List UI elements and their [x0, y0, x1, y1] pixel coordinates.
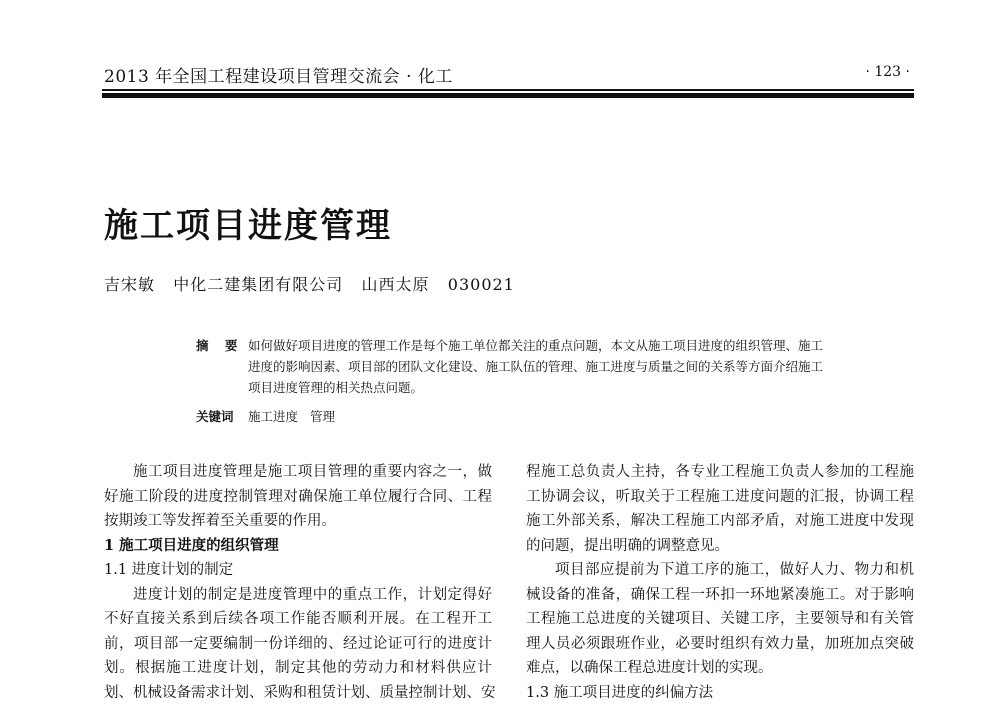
author-affiliation: 吉宋敏 中化二建集团有限公司 山西太原 030021 [104, 275, 515, 294]
section-heading: 1 施工项目进度的组织管理 [104, 536, 279, 554]
abstract-label: 摘 要 [196, 338, 244, 353]
paragraph-line: 不好直接关系到后续各项工作能否顺利开展。在工程开工 [104, 611, 492, 627]
paragraph-line: 施工外部关系，解决工程施工内部矛盾，对施工进度中发现 [526, 513, 914, 529]
paragraph-line: 划。根据施工进度计划，制定其他的劳动力和材料供应计 [104, 660, 492, 676]
keywords-text: 施工进度 管理 [248, 409, 335, 424]
left-column [104, 460, 496, 705]
paragraph-line: 工程施工总进度的关键项目、关键工序，主要领导和有关管 [526, 611, 914, 627]
paragraph-line: 项目部应提前为下道工序的施工，做好人力、物力和机 [555, 562, 914, 578]
subsection-heading: 1.3 施工项目进度的纠偏方法 [526, 684, 714, 701]
abstract-line: 项目进度管理的相关热点问题。 [248, 380, 424, 395]
paragraph-line: 好施工阶段的进度控制管理对确保施工单位履行合同、工程 [104, 488, 492, 505]
abstract-line: 如何做好项目进度的管理工作是每个施工单位都关注的重点问题，本文从施工项目进度的组织管理、施工 [248, 338, 824, 353]
page-number: · 123 · [865, 64, 910, 80]
subsection-heading: 1.1 进度计划的制定 [104, 562, 234, 578]
paragraph-line: 工协调会议，听取关于工程施工进度问题的汇报，协调工程 [526, 488, 914, 505]
paragraph-line: 难点，以确保工程总进度计划的实现。 [526, 660, 773, 676]
paragraph-line: 程施工总负责人主持，各专业工程施工负责人参加的工程施 [526, 464, 914, 480]
running-title: 2013 年全国工程建设项目管理交流会 · 化工 [104, 67, 453, 87]
article-title: 施工项目进度管理 [104, 206, 392, 246]
paragraph-line: 前，项目部一定要编制一份详细的、经过论证可行的进度计 [104, 635, 492, 652]
keywords-label: 关键词 [196, 409, 234, 424]
abstract-line: 进度的影响因素、项目部的团队文化建设、施工队伍的管理、施工进度与质量之间的关系等方面介绍施工 [248, 359, 824, 374]
paragraph-line: 理人员必须跟班作业，必要时组织有效力量，加班加点突破 [526, 635, 914, 652]
paragraph-line: 的问题，提出明确的调整意见。 [526, 537, 729, 554]
abstract-text [248, 335, 868, 398]
paragraph-line: 械设备的准备，确保工程一环扣一环地紧凑施工。对于影响 [526, 586, 914, 603]
running-header [102, 62, 912, 86]
paragraph-line: 划、机械设备需求计划、采购和租赁计划、质量控制计划、安 [104, 684, 496, 701]
paragraph-line: 施工项目进度管理是施工项目管理的重要内容之一，做 [133, 464, 492, 480]
header-rule-thin [102, 89, 914, 91]
right-column [526, 460, 914, 705]
paragraph-line: 按期竣工等发挥着至关重要的作用。 [104, 513, 336, 529]
header-rule-thick [102, 93, 914, 98]
paragraph-line: 进度计划的制定是进度管理中的重点工作，计划定得好 [133, 586, 492, 603]
